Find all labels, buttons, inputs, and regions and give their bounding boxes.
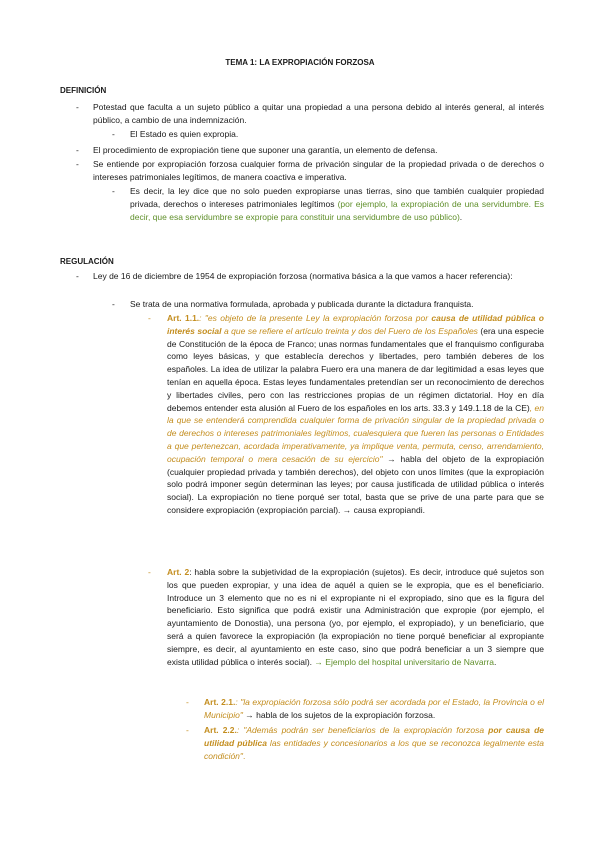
definicion-3a-text: Es decir, la ley dice que no solo pueden expropiarse unas tierras, sino que también cualquier propiedad privada, derechos o intereses patrimoniales legítimos xyxy=(130,186,544,209)
bullet-dash: - xyxy=(112,129,115,139)
bullet-dash: - xyxy=(76,145,79,155)
article-2-label: Art. 2 xyxy=(167,567,190,577)
article-2-text: : habla sobre la subjetividad de la expropiación (sujetos). Es decir, introduce qué sujetos son los que pueden expropiar, y una idea de aquél a quien se le expropia, que es el beneficiario. Introduce un 3 elemento que no es ni el expropiante ni el expropiado, sino que es la figura del beneficiario. Esto significa que podrá existir una Administración que expropie (por ejemplo, el ayuntamiento de Donostia), una persona (yo, por ejemplo, el expropiado), y un beneficiario, que será a quien favorece la expropiación (la expropiación no tiene porqué beneficiar al expropiante siempre, es decir, al ayuntamiento en este caso, sino que podrá beneficiar a un 3 siempre que exista utilidad pública o interés social). xyxy=(167,567,544,667)
article-1-1-quote-2: , en la que se entenderá comprendida cualquier forma de privación singular de la propiedad privada o de derechos o intereses patrimoniales legítimos, cualesquiera que fueren las personas o Entidades a que pertenezcan, acordada imperativamente, ya implique venta, permuta, censo, arrendamiento, ocupación temporal o mera cesación de su ejercicio" xyxy=(167,402,544,464)
article-2 xyxy=(167,566,544,668)
article-2-2-quote-bold: por causa de utilidad pública xyxy=(204,725,544,748)
article-1-1-label: Art. 1.1. xyxy=(167,313,200,323)
bullet-dash: - xyxy=(148,313,151,323)
definicion-paragraph-1a: El Estado es quien expropia. xyxy=(130,129,239,139)
bullet-dash: - xyxy=(76,159,79,169)
article-1-1-quote-a: : "es objeto de la presente Ley la expropiación forzosa por xyxy=(199,313,432,323)
bullet-dash: - xyxy=(76,271,79,281)
page-title: TEMA 1: LA EXPROPIACIÓN FORZOSA xyxy=(225,58,375,67)
article-2-1-label: Art. 2.1. xyxy=(204,697,236,707)
article-2-end: . xyxy=(493,656,497,667)
definicion-paragraph-2: El procedimiento de expropiación tiene que suponer una garantía, un elemento de defensa. xyxy=(93,145,438,155)
article-2-1-text: → habla de los sujetos de la expropiación forzosa. xyxy=(242,710,436,720)
article-1-1 xyxy=(167,312,544,517)
bullet-dash: - xyxy=(186,697,189,707)
article-2-2-quote-c: las entidades y concesionarios a los que se reconozca legalmente esta condición" xyxy=(204,738,544,761)
article-2-2-quote-a: : "Además podrán ser beneficiarios de la expropiación forzosa xyxy=(236,725,489,735)
article-1-1-explanation: (era una especie de Constitución de la época de Franco; unas normas fundamentales que el franquismo configuraba como leyes básicas, y que establecía derechos y libertades, pero también deberes de los españoles. La idea de utilizar la palabra Fuero era una manera de dar legitimidad a esas leyes que tenían en aquella época. Estas leyes fundamentales pretendían ser un reconocimiento de derechos y libertades civiles, pero con las restricciones propias de un régimen dictatorial. Hoy en día debemos entender esta alusión al Fuero de los españoles en los arts. 33.3 y 149.1.18 de la CE) xyxy=(167,325,544,413)
article-2-2-end: . xyxy=(242,751,246,761)
definicion-paragraph-3: Se entiende por expropiación forzosa cualquier forma de privación singular de la propiedad privada o de derechos o intereses patrimoniales legítimos, de manera coactiva e imperativa. xyxy=(93,159,544,182)
bullet-dash: - xyxy=(148,567,151,577)
article-2-example: → Ejemplo del hospital universitario de Navarra xyxy=(312,656,494,667)
definicion-3a-example: (por ejemplo, la expropiación de una servidumbre. Es decir, que esa servidumbre se expropie para constituir una servidumbre de uso público) xyxy=(130,199,545,222)
definicion-paragraph-3a xyxy=(130,185,544,224)
article-2-1-quote: : "la expropiación forzosa sólo podrá ser acordada por el Estado, la Provincia o el Municipio" xyxy=(204,697,544,720)
article-1-1-quote-c: a que se refiere el artículo treinta y dos del Fuero de los Españoles xyxy=(221,325,478,336)
section-heading-definicion: DEFINICIÓN xyxy=(60,86,107,95)
bullet-dash: - xyxy=(112,299,115,309)
article-1-1-quote-bold: causa de utilidad pública o interés social xyxy=(167,313,544,336)
definicion-paragraph-1: Potestad que faculta a un sujeto público a quitar una propiedad a una persona debido al interés general, al interés público, a cambio de una indemnización. xyxy=(93,102,544,125)
article-2-2 xyxy=(204,724,544,763)
section-heading-regulacion: REGULACIÓN xyxy=(60,257,114,266)
article-2-2-label: Art. 2.2. xyxy=(204,725,237,735)
bullet-dash: - xyxy=(186,725,189,735)
article-2-1 xyxy=(204,696,544,722)
bullet-dash: - xyxy=(76,102,79,112)
article-1-1-commentary: → habla del objeto de la expropiación (cualquier propiedad privada y también derechos), del objeto con unos límites (que la expropiación solo podrá imponer según determinan las leyes; por causa justificada de utilidad pública o interés social). La expropiación no tiene porqué ser total, basta que se prive de una parte para que se considere expropiación (expropiación parcial). → causa expropiandi. xyxy=(167,453,544,515)
regulacion-paragraph-1a: Se trata de una normativa formulada, aprobada y publicada durante la dictadura franquista. xyxy=(130,299,474,309)
regulacion-paragraph-1: Ley de 16 de diciembre de 1954 de expropiación forzosa (normativa básica a la que vamos a hacer referencia): xyxy=(93,271,513,281)
bullet-dash: - xyxy=(112,186,115,196)
definicion-3a-end: . xyxy=(459,212,463,222)
